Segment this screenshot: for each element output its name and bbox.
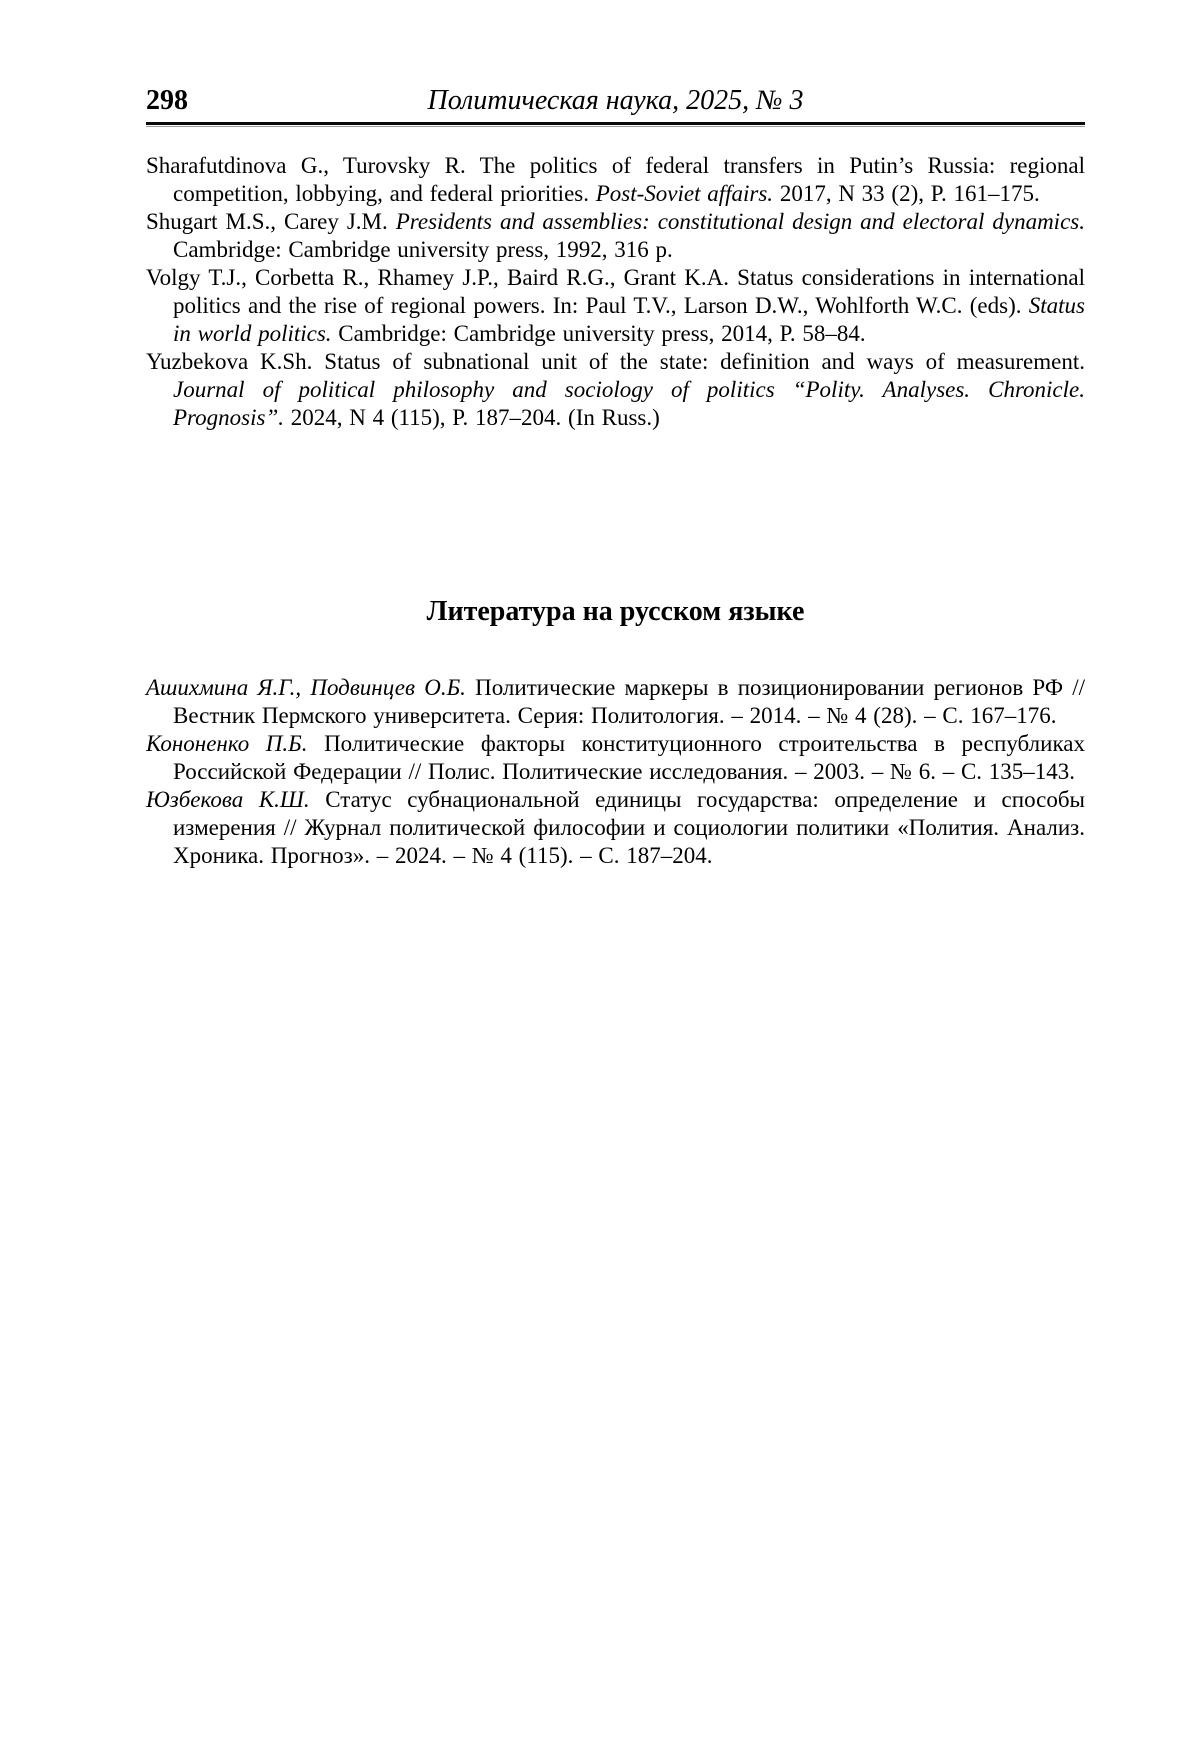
journal-running-title: Политическая наука, 2025, № 3 bbox=[427, 85, 804, 116]
reference-item-shugart: Shugart M.S., Carey J.M. Presidents and assemblies: constitutional design and electoral dynamics. Cambridge: Cambridge university press, 1992, 316 p. bbox=[146, 209, 1085, 262]
reference-item-yuzbekova-en: Yuzbekova K.Sh. Status of subnational unit of the state: definition and ways of measurement. Journal of political philosophy and sociology of politics “Polity. Analyses. Chronicle. Prognosis”. 2024, N 4 (115), P. 187–204. (In Russ.) bbox=[146, 349, 1085, 430]
references-content bbox=[146, 152, 1085, 870]
running-head bbox=[146, 86, 1085, 122]
page-header bbox=[146, 86, 1085, 127]
reference-item-kononenko: Кононенко П.Б. Политические факторы конституционного строительства в республиках Российской Федерации // Полис. Политические исследования. – 2003. – № 6. – С. 135–143. bbox=[146, 731, 1085, 784]
header-rule bbox=[146, 122, 1085, 127]
header-rule-thick-line bbox=[146, 122, 1085, 125]
reference-item-yuzbekova-ru: Юзбекова К.Ш. Статус субнациональной единицы государства: определение и способы измерения // Журнал политической философии и социологии политики «Полития. Анализ. Хроника. Прогноз». – 2024. – № 4 (115). – С. 187–204. bbox=[146, 787, 1086, 868]
header-rule-thin-line bbox=[146, 126, 1085, 127]
reference-item-sharafutdinova: Sharafutdinova G., Turovsky R. The politics of federal transfers in Putin’s Russia: regional competition, lobbying, and federal priorities. Post-Soviet affairs. 2017, N 33 (2), P. 161–175. bbox=[146, 153, 1085, 206]
reference-item-ashikhmina: Ашихмина Я.Г., Подвинцев О.Б. Политические маркеры в позиционировании регионов РФ // Вестник Пермского университета. Серия: Политология. – 2014. – № 4 (28). – С. 167–176. bbox=[146, 675, 1085, 728]
section-heading-russian-literature: Литература на русском языке bbox=[426, 596, 805, 627]
reference-list-english bbox=[146, 152, 1085, 596]
reference-item-volgy: Volgy T.J., Corbetta R., Rhamey J.P., Baird R.G., Grant K.A. Status considerations in international politics and the rise of regional powers. In: Paul T.V., Larson D.W., Wohlforth W.C. (eds). Status in world politics. Cambridge: Cambridge university press, 2014, P. 58–84. bbox=[146, 265, 1085, 346]
page-number: 298 bbox=[146, 85, 188, 116]
reference-list-russian bbox=[146, 674, 1085, 870]
